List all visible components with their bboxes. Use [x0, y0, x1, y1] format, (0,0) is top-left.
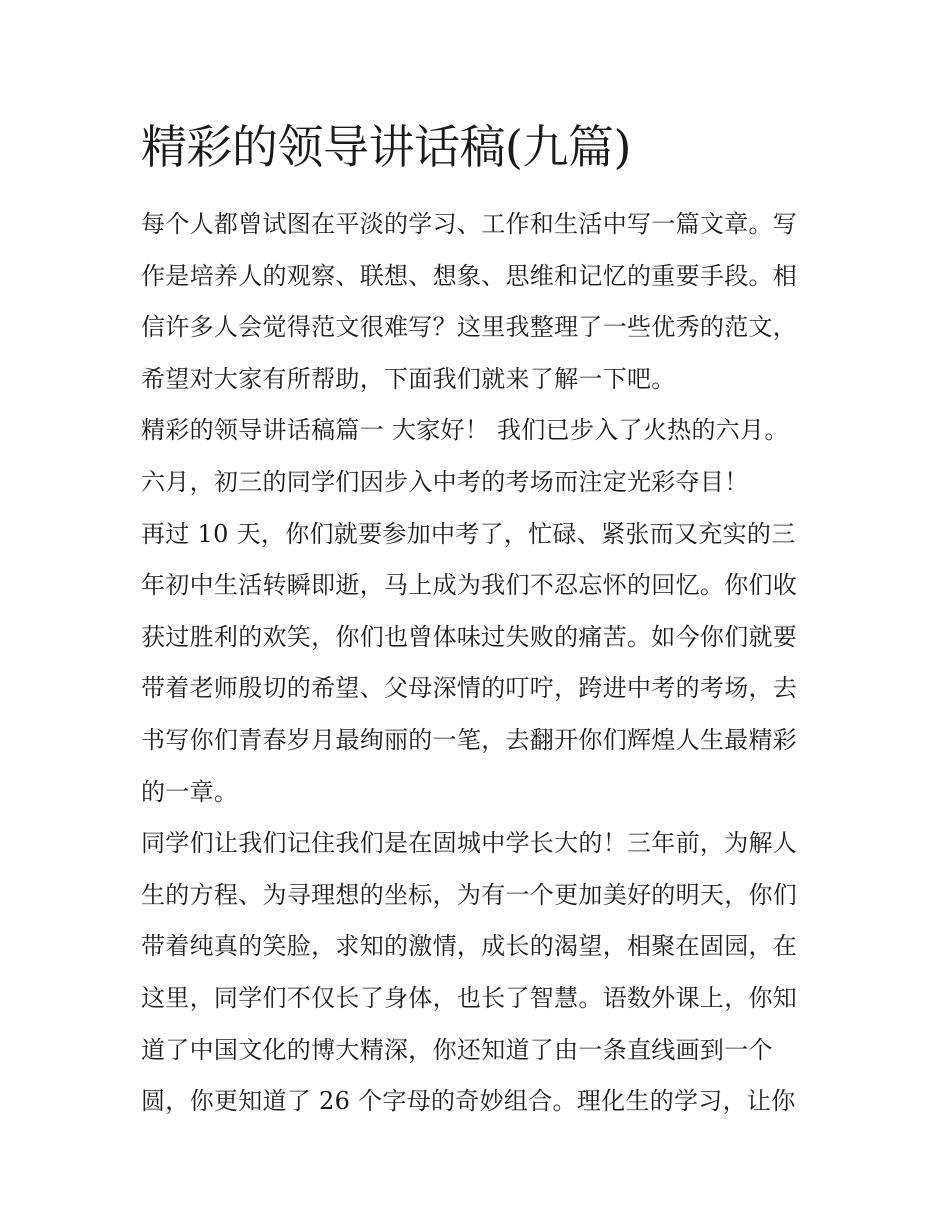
- text-line: 获过胜利的欢笑，你们也曾体味过失败的痛苦。如今你们就要: [141, 622, 798, 651]
- document-body: [141, 199, 821, 1128]
- text-line: 年初中生活转瞬即逝，马上成为我们不忍忘怀的回忆。你们收: [141, 571, 798, 600]
- text-line: 每个人都曾试图在平淡的学习、工作和生活中写一篇文章。写: [141, 210, 798, 238]
- text-line: 带着纯真的笑脸，求知的激情，成长的渴望，相聚在固园，在: [141, 932, 798, 961]
- text-line: 作是培养人的观察、联想、想象、思维和记忆的重要手段。相: [141, 261, 798, 290]
- text-line: 的一章。: [141, 777, 239, 806]
- text-line: 六月，初三的同学们因步入中考的考场而注定光彩夺目！: [141, 467, 749, 496]
- text-line: 这里，同学们不仅长了身体，也长了智慧。语数外课上，你知: [141, 983, 798, 1012]
- text-line: 圆，你更知道了 26 个字母的奇妙组合。理化生的学习，让你: [141, 1087, 796, 1116]
- text-line: 同学们让我们记住我们是在固城中学长大的！三年前，为解人: [141, 829, 798, 858]
- text-line: 生的方程、为寻理想的坐标，为有一个更加美好的明天，你们: [141, 880, 798, 909]
- text-line: 精彩的领导讲话稿篇一 大家好！ 我们已步入了火热的六月。: [141, 416, 789, 445]
- text-line: 道了中国文化的博大精深，你还知道了由一条直线画到一个: [141, 1035, 773, 1064]
- text-line: 带着老师殷切的希望、父母深情的叮咛，跨进中考的考场，去: [141, 674, 798, 703]
- document-title: 精彩的领导讲话稿(九篇): [141, 120, 631, 174]
- text-line: 信许多人会觉得范文很难写？这里我整理了一些优秀的范文，: [141, 313, 798, 342]
- text-line: 希望对大家有所帮助，下面我们就来了解一下吧。: [141, 364, 676, 393]
- text-line: 再过 10 天，你们就要参加中考了，忙碌、紧张而又充实的三: [141, 519, 796, 548]
- text-line: 书写你们青春岁月最绚丽的一笔，去翻开你们辉煌人生最精彩: [141, 725, 798, 754]
